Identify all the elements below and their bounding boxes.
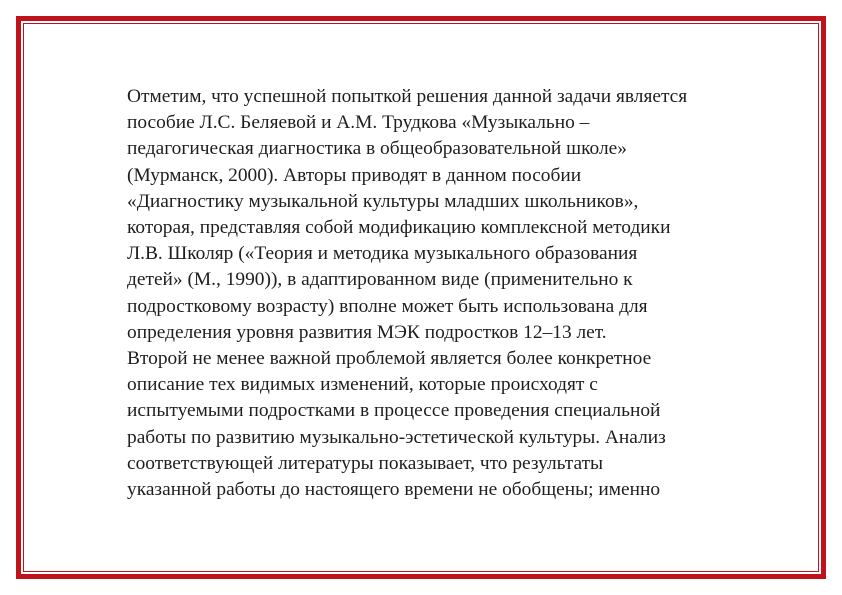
text-line: педагогическая диагностика в общеобразовательной школе»	[127, 138, 627, 160]
text-line: (Мурманск, 2000). Авторы приводят в данном пособии	[127, 164, 582, 186]
text-line: работы по развитию музыкально-эстетической культуры. Анализ	[127, 426, 666, 448]
text-line: пособие Л.С. Беляевой и А.М. Трудкова «Музыкально –	[127, 112, 590, 134]
text-line: Второй не менее важной проблемой является более конкретное	[127, 348, 652, 370]
text-line: подростковому возрасту) вполне может быть использована для	[127, 295, 648, 317]
text-line: детей» (М., 1990)), в адаптированном виде (применительно к	[127, 269, 633, 291]
text-line: определения уровня развития МЭК подростков 12–13 лет.	[127, 321, 607, 343]
text-line: испытуемыми подростками в процессе проведения специальной	[127, 400, 661, 422]
text-line: которая, представляя собой модификацию комплексной методики	[127, 217, 671, 239]
body-text	[127, 84, 767, 503]
text-line: Л.В. Школяр («Теория и методика музыкального образования	[127, 243, 638, 265]
text-line: «Диагностику музыкальной культуры младших школьников»,	[127, 190, 639, 212]
text-line: Отметим, что успешной попыткой решения данной задачи является	[127, 86, 688, 107]
text-line: указанной работы до настоящего времени не обобщены; именно	[127, 479, 661, 501]
text-line: описание тех видимых изменений, которые происходят с	[127, 374, 598, 396]
text-line: соответствующей литературы показывает, что результаты	[127, 452, 604, 474]
